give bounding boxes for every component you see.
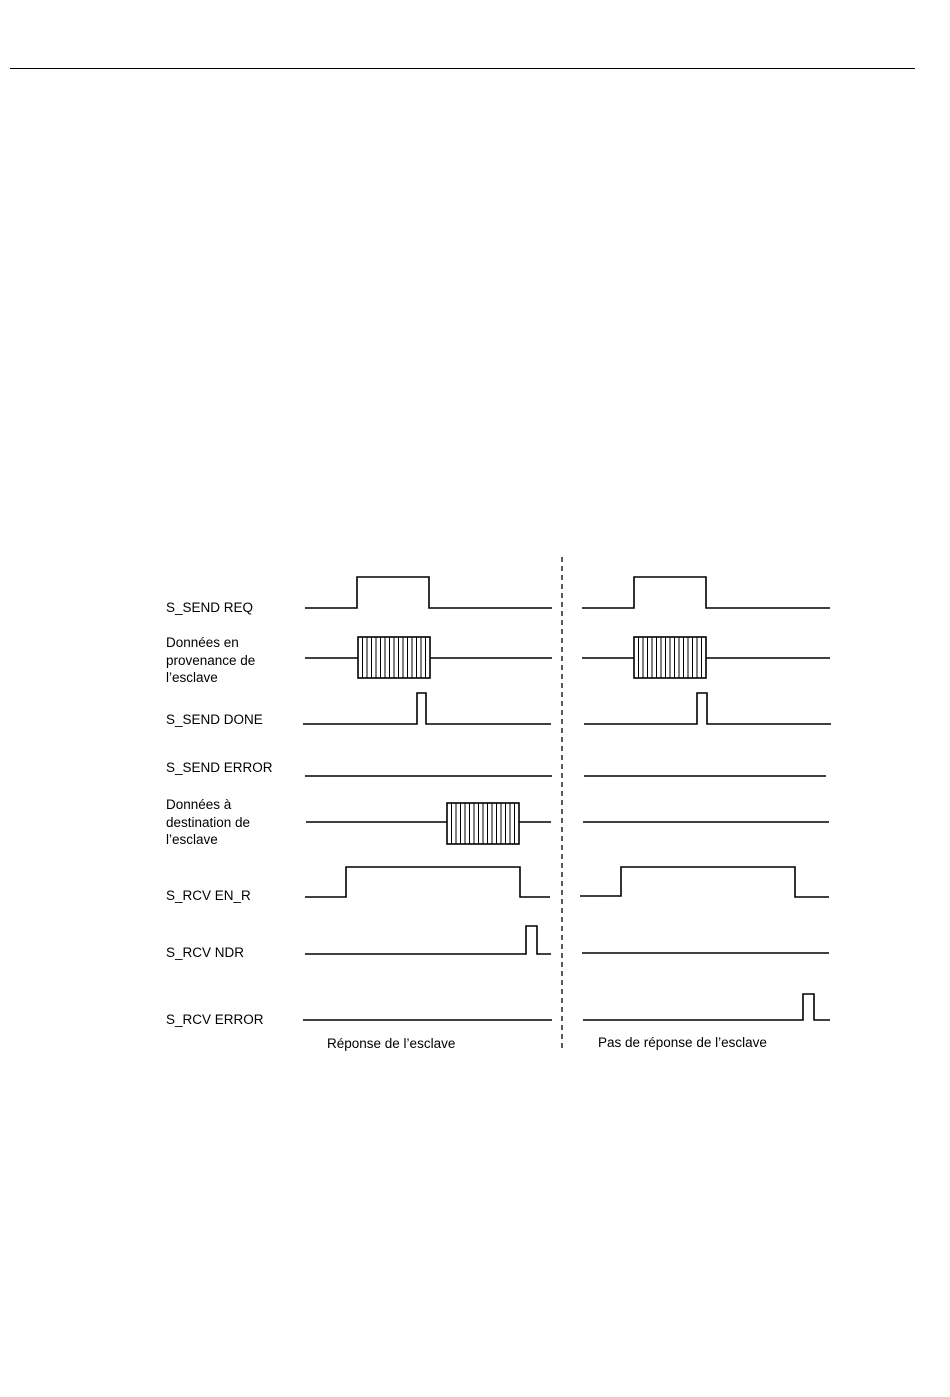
waveform-send-done-no-response — [584, 693, 831, 724]
signal-label-send-req: S_SEND REQ — [166, 600, 254, 615]
waveform-send-done-response — [303, 693, 551, 724]
signal-label-rcv-ndr: S_RCV NDR — [166, 945, 245, 960]
signal-label-send-done: S_SEND DONE — [166, 712, 263, 727]
waveform-data-to-slave-response — [306, 803, 551, 844]
caption-no-slave-response: Pas de réponse de l’esclave — [598, 1035, 767, 1050]
waveform-send-req-response — [305, 577, 552, 608]
signal-label-data-from-slave: Données en provenance de l’esclave — [166, 635, 256, 685]
waveform-rcv-error-no-response — [583, 994, 830, 1020]
waveform-data-from-slave-no-response — [582, 637, 830, 678]
caption-slave-response: Réponse de l’esclave — [327, 1036, 456, 1051]
signal-label-rcv-error: S_RCV ERROR — [166, 1012, 264, 1027]
waveform-send-req-no-response — [582, 577, 830, 608]
waveform-rcv-en-r-no-response — [580, 867, 829, 897]
signal-label-rcv-en-r: S_RCV EN_R — [166, 888, 251, 903]
waveform-rcv-ndr-response — [305, 926, 551, 954]
waveform-rcv-en-r-response — [305, 867, 550, 897]
waveform-data-from-slave-response — [305, 637, 552, 678]
signal-label-send-error: S_SEND ERROR — [166, 760, 273, 775]
signal-label-data-to-slave: Données à destination de l’esclave — [166, 797, 251, 847]
